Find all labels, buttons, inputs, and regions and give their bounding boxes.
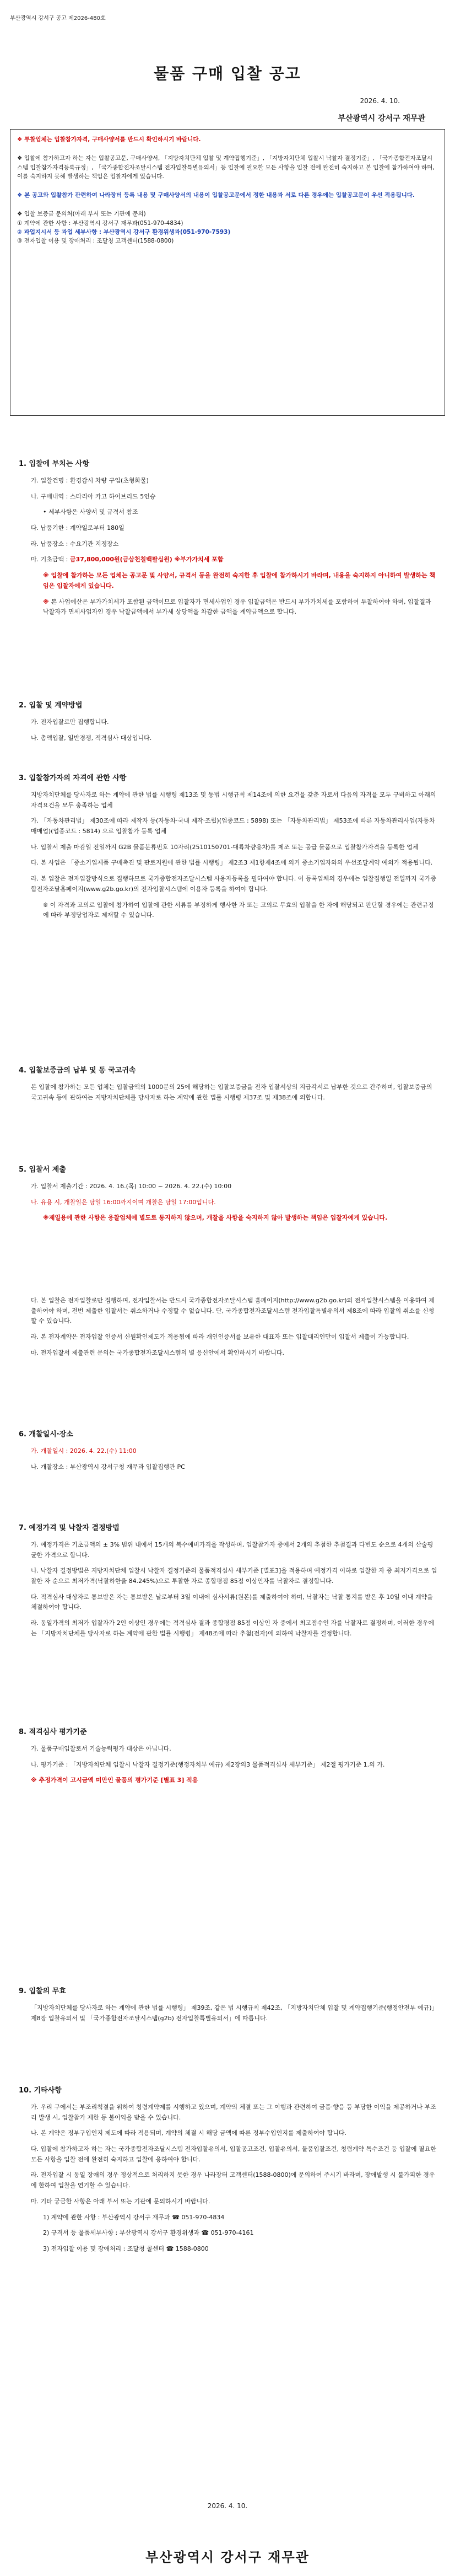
s10-contact-3: 3) 전자입찰 이용 및 장애처리 : 조달청 콜센터 ☎ 1588-0800 [43, 2245, 209, 2252]
s3-item-d: 라. 본 입찰은 전자입찰방식으로 집행하므로 국가종합전자조달시스템 사용자등록을 필하여야 합니다. 이 등록업체의 경우에는 입찰집행일 전일까지 국가종합전자조달홈페이지(www.g2b.go.kr)의 전자입찰시스템에 이용자 등록을 하여야 합니다. [31, 875, 437, 893]
s1-item-b-note: • 세부사항은 사양서 및 규격서 참조 [43, 508, 138, 516]
s7-item-b: 나. 낙찰자 결정방법은 지방자치단체 입찰시 낙찰자 결정기준의 물품적격심사 세부기준 [별표3]을 적용하며 예정가격 이하로 입찰한 자 중 최저가격으로 입찰한 자 순으로 최저가격(낙찰하한율 84.245%)으로 투찰한 자로 종합평점 85점 이상인자를 낙찰자로 결정합니다. [31, 1567, 437, 1585]
s8-item-a: 가. 물품구매입찰로서 기술능력평가 대상은 아닙니다. [31, 1745, 171, 1752]
s3-warning: ※ 이 자격과 고의로 입찰에 참가하여 입찰에 관한 서류를 부정하게 행사한 자 또는 고의로 무효의 입찰을 한 자에 해당되고 판단할 경우에는 관련규정에 따라 부정당업자로 제재할 수 있습니다. [43, 901, 434, 919]
s10-item-b: 나. 본 계약은 정부구입인지 제도에 따라 적용되며, 계약의 체결 시 해당 금액에 따른 정부수입인지를 제출하여야 합니다. [31, 2129, 346, 2137]
s3-item-c: 다. 본 사업은 「중소기업제품 구매촉진 및 판로지원에 관한 법률 시행령」 제2조3 제1항제4조에 의거 중소기업자와의 우선조달계약 예외가 적용됩니다. [31, 859, 433, 867]
section-9 [19, 1985, 437, 2029]
contact-heading: ❖ 입찰 보증금 문의처(아래 부서 또는 기관에 문의) [17, 211, 146, 218]
s1-item-a: 가. 입찰건명 : 환경감시 차량 구입(초형화물) [31, 477, 149, 484]
s5-item-a: 가. 입찰서 제출기간 : 2026. 4. 16.(목) 10:00 ~ 2026. 4. 22.(수) 10:00 [31, 1183, 232, 1190]
caution-line-4 [17, 210, 438, 245]
caution-line-3: ❖ 본 공고와 입찰참가 관련하여 나라장터 등록 내용 및 구매사양서의 내용이 입찰공고문에서 정한 내용과 서로 다른 경우에는 입찰공고문이 우선 적용됩니다. [17, 192, 415, 199]
s8-note: ※ 추정가격이 고시금액 미만인 물품의 평가기준 [별표 3] 적용 [31, 1777, 198, 1784]
s1-warning-2-mark: ※ [43, 598, 51, 605]
base-price-label: 마. 기초금액 : [31, 556, 70, 564]
s9-body: 「지방자치단체를 당사자로 하는 계약에 관한 법률 시행령」 제39조, 같은 법 시행규칙 제42조, 「지방자치단체 입찰 및 계약집행기준(행정안전부 예규)」제8장 입찰유의서 및 「국가종합전자조달시스템(g2b) 전자입찰특별유의서」에 따릅니다. [31, 2004, 435, 2022]
section-5 [19, 1163, 437, 1229]
section-6 [19, 1428, 437, 1478]
s6-item-b: 나. 개찰장소 : 부산광역시 강서구청 재무과 입찰집행관 PC [31, 1463, 185, 1471]
footer-org: 부산광역시 강서구 재무관 [145, 2550, 310, 2565]
s5-item-c: 다. 본 입찰은 전자입찰로만 집행하며, 전자입찰서는 반드시 국가종합전자조달시스템 홈페이지(http://www.g2b.go.kr)의 전자입찰시스템을 이용하여 제출하여야 하며, 전번 제출한 입찰서는 취소하거나 수정할 수 없습니다. 단, 국가종합전자조달시스템 전자입찰특별유의서 제8조에 따라 입찰의 취소를 신청할 수 있습니다. [31, 1297, 435, 1325]
notice-date: 2026. 4. 10. [360, 97, 400, 105]
base-price-value: 금37,800,000원(금삼천칠백팔십원) ※부가가치세 포함 [69, 556, 224, 564]
s2-item-b: 나. 총액입찰, 일반경쟁, 적격심사 대상입니다. [31, 734, 152, 742]
section-1 [19, 458, 437, 623]
s1-item-d: 라. 납품장소 : 수요기관 지정장소 [31, 540, 119, 548]
page-title: 물품 구매 입찰 공고 [154, 65, 301, 83]
contact-g2b: ③ 전자입찰 이용 및 장애처리 : 조달청 고객센터(1588-0800) [17, 238, 174, 245]
section-8 [19, 1726, 437, 1791]
s7-item-c: 다. 적격심사 대상자로 통보받은 자는 통보받은 날로부터 3일 이내에 심사서류(원본)를 제출하여야 하며, 낙찰자는 낙찰 통지를 받은 후 10일 이내 계약을 체결하여야 합니다. [31, 1593, 433, 1611]
s3-item-b: 나. 입찰서 제출 마감일 전일까지 G2B 물품분류번호 10자리(2510150701-대륙차량용차)를 제조 또는 공급 물품으로 입찰참가자격을 등록한 업체 [31, 843, 419, 851]
section-10-title: 10. 기타사항 [19, 2086, 62, 2095]
contact-contract: ① 계약에 관한 사항 : 부산광역시 강서구 재무과(051-970-4834) [17, 219, 183, 227]
section-10 [19, 2084, 437, 2260]
document-reference: 부산광역시 강서구 공고 제2026-480호 [10, 15, 106, 22]
s5-item-e: 마. 전자입찰서 제출관련 문의는 국가종합전자조달시스템의 별 응신안에서 확인하시기 바랍니다. [31, 1349, 285, 1356]
s1-item-c: 다. 납품기한 : 계약일로부터 180일 [31, 524, 124, 532]
section-3 [19, 772, 437, 926]
contact-spec: ② 과업지시서 등 과업 세부사항 : 부산광역시 강서구 환경위생과(051-970-7593) [17, 228, 231, 235]
section-9-title: 9. 입찰의 무효 [19, 1987, 66, 1995]
s2-item-a: 가. 전자입찰로만 집행합니다. [31, 718, 109, 726]
s8-item-b: 나. 평가기준 : 「지방자치단체 입찰시 낙찰자 결정기준(행정자치부 예규) 제2장의3 물품적격심사 세부기준」 제2절 평가기준 1.의 가. [31, 1761, 385, 1768]
caution-line-1: ❖ 투찰업체는 입찰참가자격, 구매사양서를 반드시 확인하시기 바랍니다. [17, 136, 201, 143]
section-4 [19, 1064, 437, 1108]
s3-intro: 지방자치단체를 당사자로 하는 계약에 관한 법률 시행령 제13조 및 동법 시행규칙 제14조에 의한 요건을 갖춘 자로서 다음의 자격을 모두 구비하고 아래의 자격요건을 모두 충족하는 업체 [31, 791, 436, 809]
section-8-title: 8. 적격심사 평가기준 [19, 1728, 87, 1736]
s10-contact-2: 2) 규격서 등 물품세부사항 : 부산광역시 강서구 환경위생과 ☎ 051-970-4161 [43, 2229, 254, 2237]
section-2 [19, 699, 437, 749]
s1-warning-1: ※ 입찰에 참가하는 모든 업체는 공고문 및 사양서, 규격서 등을 완전히 숙지한 후 입찰에 참가하시기 바라며, 내용을 숙지하지 아니하여 발생하는 책임은 입찰자에게 있습니다. [43, 572, 435, 589]
s7-item-d: 라. 동일가격의 최저가 입찰자가 2인 이상인 경우에는 적격심사 결과 종합평점 85점 이상인 자 중에서 최고점수인 자를 낙찰자로 결정하며, 이러한 경우에는 「지방자치단체를 당사자로 하는 계약에 관한 법률 시행령」 제48조에 따라 추첨(전자)에 의하여 낙찰자를 결정합니다. [31, 1619, 434, 1637]
s1-warning-2-text: 본 사업예산은 부가가치세가 포함된 금액이므로 입찰자가 면세사업인 경우 입찰금액은 반드시 부가가치세를 포함하여 투찰하여야 하며, 입찰결과 낙찰자가 면세사업자인 경우 낙찰금액에서 부가세 상당액을 차감한 금액을 계약금액으로 합니다. [43, 598, 431, 616]
s10-item-d: 라. 전자입찰 시 동일 장애의 경우 정상적으로 처리하지 못한 경우 나라장터 고객센터(1588-0800)에 문의하여 주시기 바라며, 장애발생 시 불가피한 경우에 한하여 입찰을 연기할 수 있습니다. [31, 2171, 435, 2189]
s3-item-a: 가. 「자동차관리법」 제30조에 따라 제작자 등(자동차·국내 제작·조립)(업종코드 : 5898) 또는 「자동차관리법」 제53조에 따른 자동차관리사업(자동차매매업)(업종코드 : 5814) 으로 입찰참가 등록 업체 [31, 817, 435, 835]
s10-contact-1: 1) 계약에 관한 사항 : 부산광역시 강서구 재무과 ☎ 051-970-4834 [43, 2213, 225, 2221]
s5-item-d: 라. 본 전자계약은 전자입찰 인증서 신원확인제도가 적용됨에 따라 개인인증서를 보유한 대표자 또는 입찰대리인만이 입찰서 제출이 가능합니다. [31, 1333, 409, 1341]
s10-item-a: 가. 우리 구에서는 부조리척결을 위하여 청렴계약제를 시행하고 있으며, 계약의 체결 또는 그 이행과 관련하여 금품·향응 등 부당한 이익을 제공하거나 부조리 발생 시, 입찰참가 제한 등 불이익을 받을 수 있습니다. [31, 2103, 436, 2121]
section-7 [19, 1522, 437, 1645]
section-5-cont [19, 1296, 437, 1364]
section-3-title: 3. 입찰참가자의 자격에 관한 사항 [19, 774, 127, 782]
s1-item-e [19, 555, 437, 565]
caution-line-2: ❖ 입찰에 참가하고자 하는 자는 입찰공고문, 구매사양서, 「지방자치단체 입찰 및 계약집행기준」, 「지방자치단체 입찰시 낙찰자 결정기준」, 「국가종합전자조달시스템 입찰참가자격등록규정」, 「국가종합전자조달시스템 전자입찰특별유의서」등 입찰에 필요한 모든 사항을 입찰 전에 완전히 숙지하고 본 입찰에 참가하여야 하며, 이를 숙지하지 못해 발생하는 책임은 입찰자에게 있습니다. [17, 155, 435, 180]
s10-item-e: 마. 기타 궁금한 사항은 아래 부서 또는 기관에 문의하시기 바랍니다. [31, 2197, 210, 2205]
section-7-title: 7. 예정가격 및 낙찰자 결정방법 [19, 1524, 120, 1532]
section-4-title: 4. 입찰보증금의 납부 및 동 국고귀속 [19, 1066, 136, 1075]
section-6-title: 6. 개찰일시·장소 [19, 1430, 73, 1439]
section-2-title: 2. 입찰 및 계약방법 [19, 701, 83, 710]
s5-warning: ※제일용에 관한 사항은 응찰업체에 별도로 통지하지 않으며, 개찰을 사항을 숙지하지 않아 발생하는 책임은 입찰자에게 있습니다. [43, 1214, 388, 1222]
caution-box [10, 129, 445, 416]
s7-item-a: 가. 예정가격은 기초금액의 ± 3% 범위 내에서 15개의 복수예비가격을 작성하며, 입찰참가자 중에서 2개의 추첨한 추첨결과 다빈도 순으로 4개의 산술평균한 가격으로 합니다. [31, 1541, 434, 1559]
s6-item-a: 가. 개찰일시 : 2026. 4. 22.(수) 11:00 [31, 1447, 137, 1455]
section-1-title: 1. 입찰에 부치는 사항 [19, 460, 90, 468]
s5-item-b: 나. 유용 시, 개찰일은 당일 16:00까지이며 개찰은 당일 17:00입니다. [31, 1198, 216, 1206]
footer-date: 2026. 4. 10. [207, 2502, 248, 2510]
s1-item-b: 나. 구매내역 : 스타리아 카고 하이브리드 5인승 [31, 492, 156, 500]
section-5-title: 5. 입찰서 제출 [19, 1166, 66, 1174]
s4-body: 본 입찰에 참가하는 모든 업체는 입찰금액의 1000분의 25에 해당하는 입찰보증금을 전자 입찰서상의 지급각서로 납부한 것으로 간주하며, 입찰보증금의 국고귀속 등에 관하여는 지방자치단체를 당사자로 하는 계약에 관한 법률 시행령 제37조 및 제38조에 의합니다. [31, 1083, 432, 1101]
s1-warning-2 [19, 597, 437, 618]
s10-item-c: 다. 입찰에 참가하고자 하는 자는 국가종합전자조달시스템 전자입찰유의서, 입찰공고조건, 입찰유의서, 물품입찰조건, 청렴계약 특수조건 등 입찰에 필요한 모든 사항을 입찰 전에 완전히 숙지하고 입찰에 응하여야 합니다. [31, 2145, 436, 2163]
notice-org: 부산광역시 강서구 재무관 [338, 114, 425, 123]
